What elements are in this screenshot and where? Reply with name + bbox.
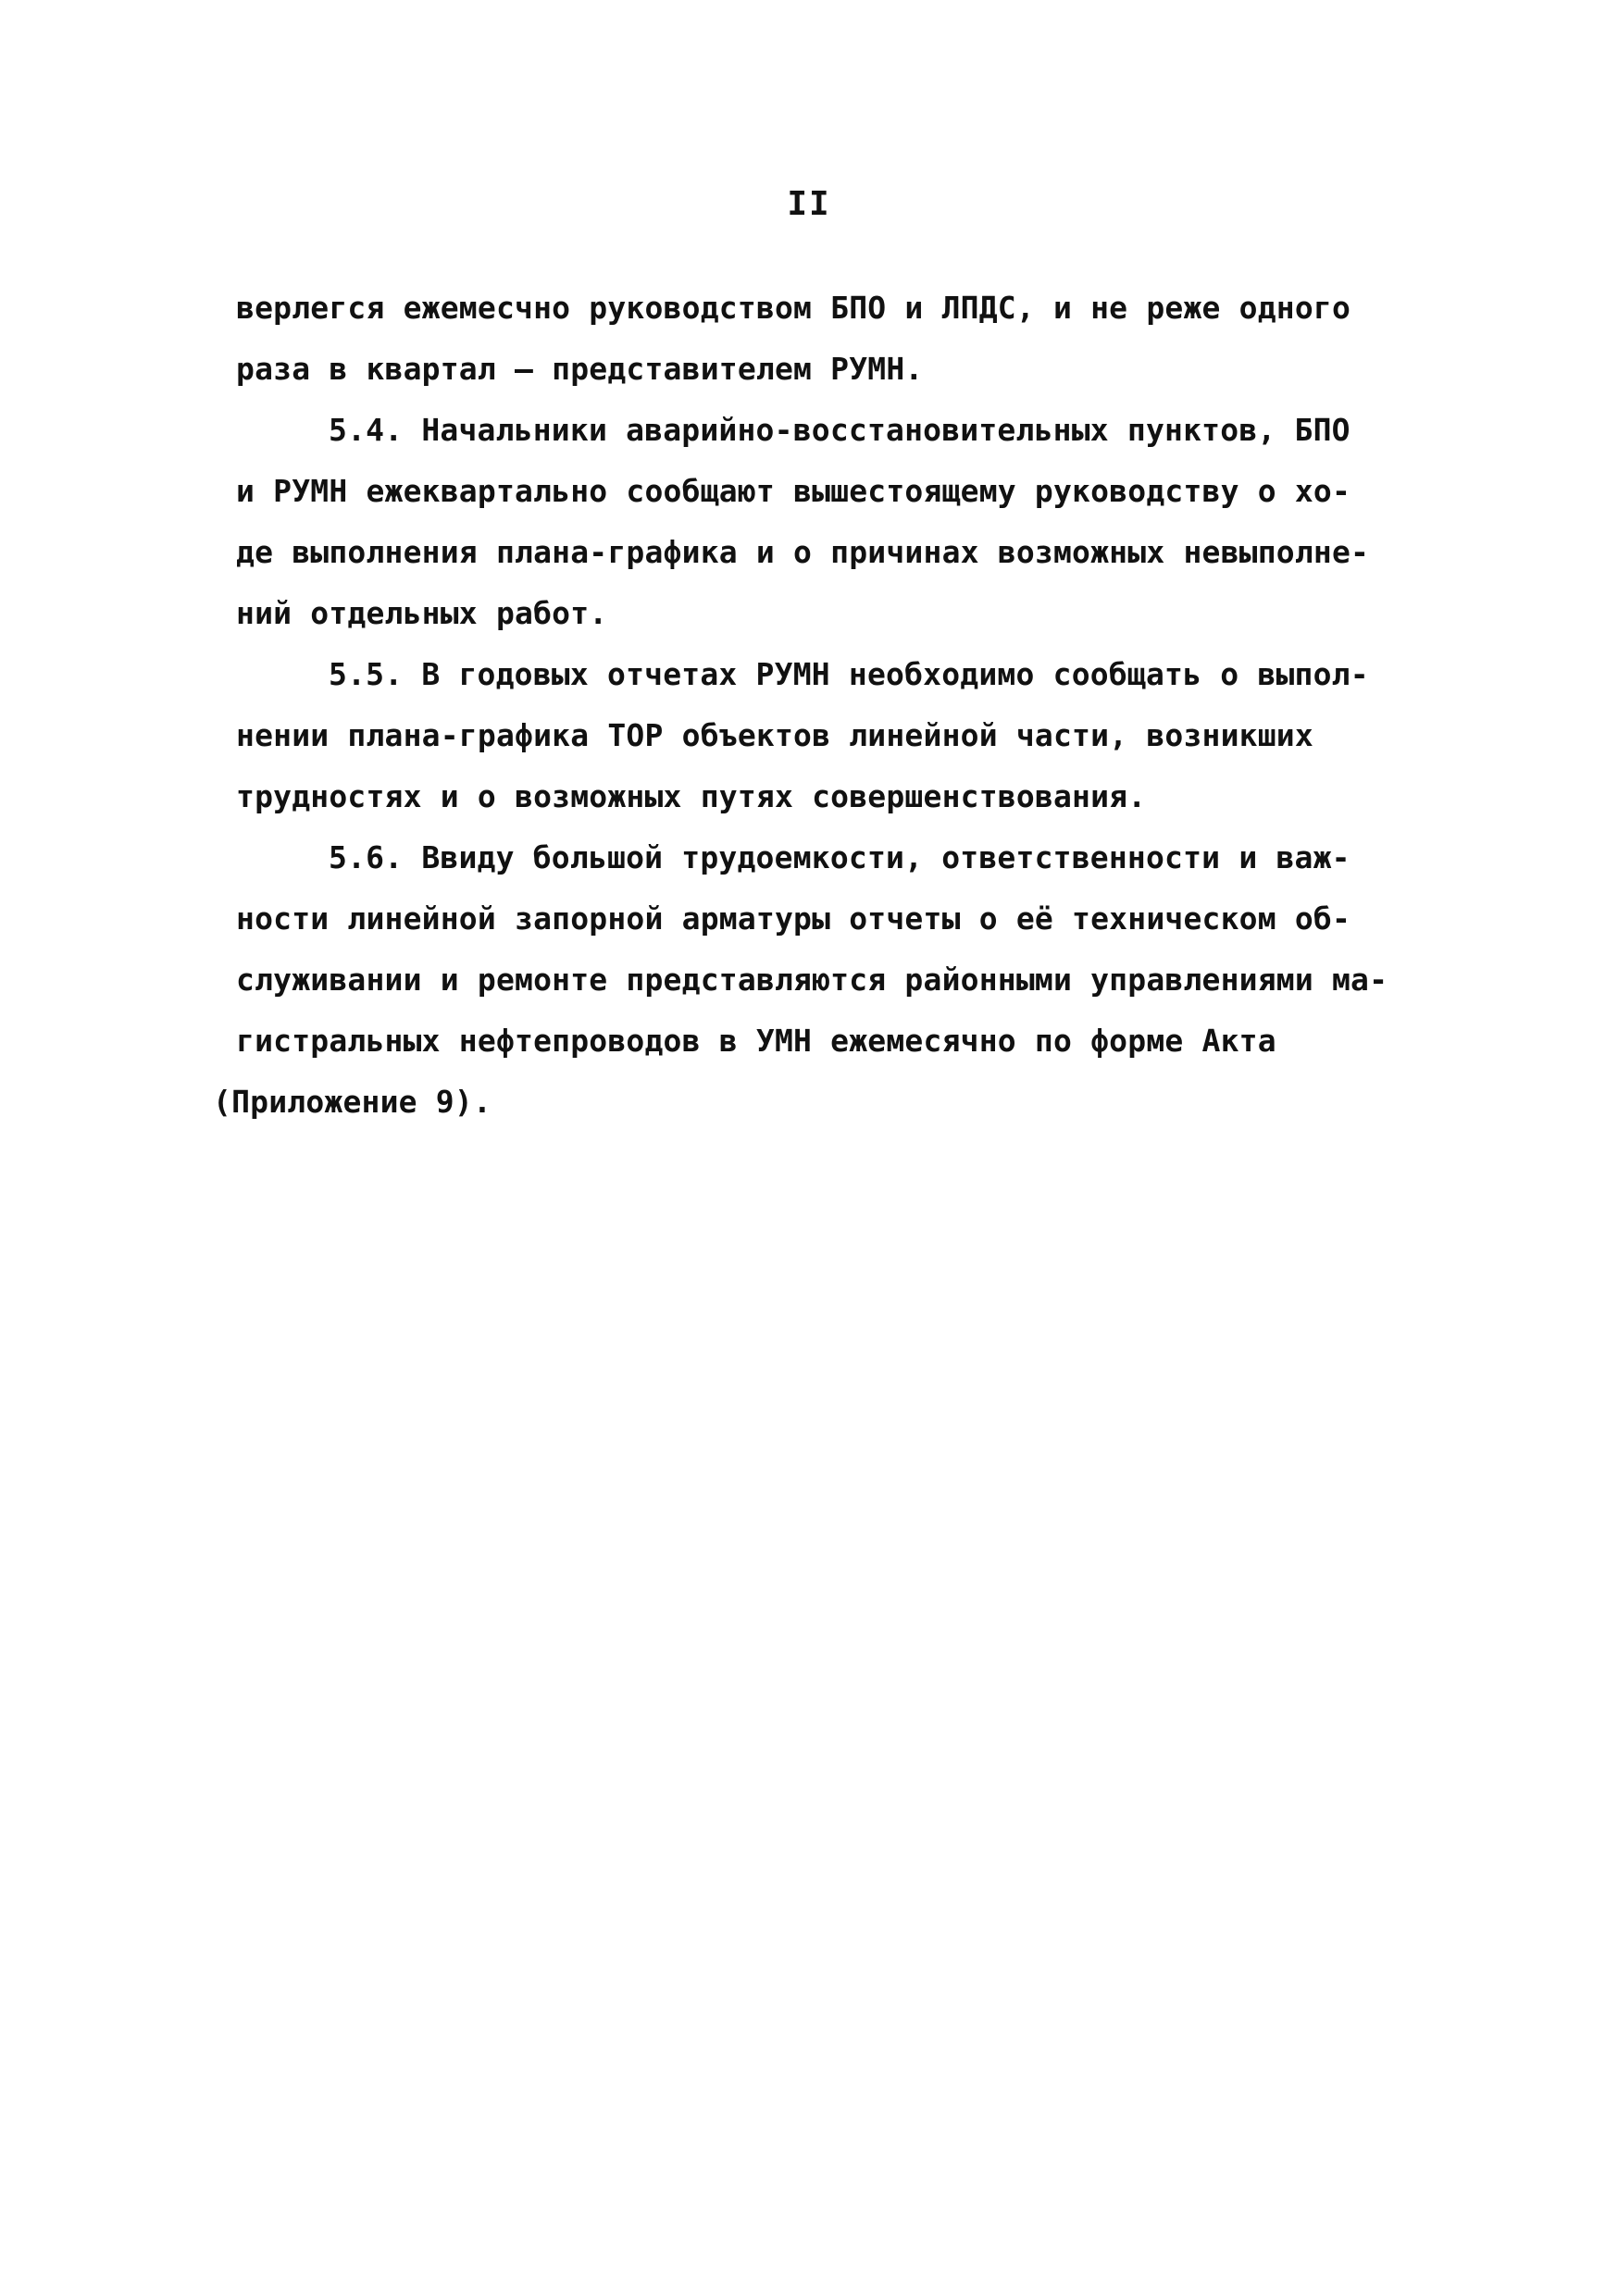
body-text [213,278,1430,1133]
text-line: служивании и ремонте представляются районными управлениями ма- [236,962,1388,998]
paragraph-5-6-start: 5.6. Ввиду большой трудоемкости, ответственности и важ- [329,839,1350,875]
text-line: нении плана-графика ТОР объектов линейной части, возникших [236,717,1313,753]
text-line: трудностях и о возможных путях совершенствования. [236,778,1147,814]
text-line: верлегся ежемесчно руководством БПО и ЛПДС, и не реже одного [236,290,1351,326]
text-line: гистральных нефтепроводов в УМН ежемесячно по форме Акта [236,1023,1276,1059]
text-line: ний отдельных работ. [236,595,608,631]
text-line: раза в квартал – представителем РУМН. [236,351,924,387]
paragraph-5-4-start: 5.4. Начальники аварийно-восстановительных пунктов, БПО [329,412,1350,448]
page-number: II [787,185,831,223]
text-line: ности линейной запорной арматуры отчеты о её техническом об- [236,900,1351,937]
text-line: (Приложение 9). [213,1084,492,1120]
text-line: де выполнения плана-графика и о причинах возможных невыполне- [236,534,1370,570]
text-line: и РУМН ежеквартально сообщают вышестоящему руководству о хо- [236,473,1351,509]
paragraph-5-5-start: 5.5. В годовых отчетах РУМН необходимо сообщать о выпол- [329,656,1369,692]
